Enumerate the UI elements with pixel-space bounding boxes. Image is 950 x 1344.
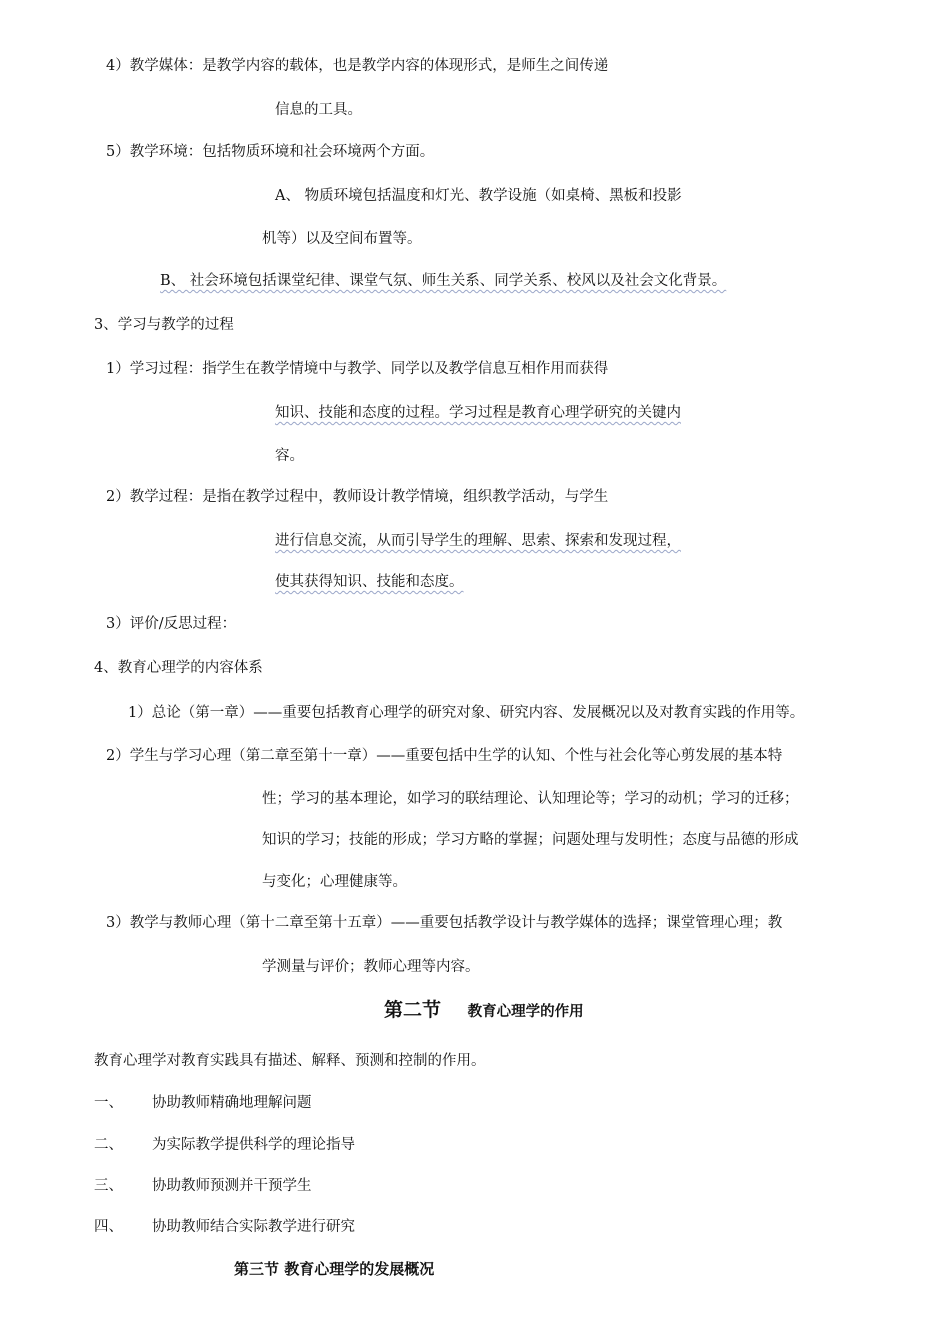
item-number: 四、 [94,1219,123,1235]
section-2-item-4 [94,1217,355,1237]
environment-line-1: 5）教学环境：包括物质环境和社会环境两个方面。 [106,144,435,160]
evaluation-process-line: 3）评价/反思过程： [106,616,237,632]
media-line-1: 4）教学媒体：是教学内容的载体，也是教学内容的体现形式，是师生之间传递 [106,58,609,74]
section-3-heading: 第三节 教育心理学的发展概况 [234,1260,435,1278]
item-text: 为实际教学提供科学的理论指导 [152,1137,355,1153]
section-2-item-2 [94,1135,355,1155]
process-heading: 3、学习与教学的过程 [94,317,234,333]
item-text: 协助教师精确地理解问题 [152,1095,312,1111]
section-2-item-3 [94,1176,312,1196]
content-item-1: 1）总论（第一章）——重要包括教育心理学的研究对象、研究内容、发展概况以及对教育实践的作用等。 [128,705,805,721]
learning-process-line-3: 容。 [275,448,304,464]
content-item-2-line-2: 性；学习的基本理论，如学习的联结理论、认知理论等；学习的动机；学习的迁移； [262,791,799,807]
item-text: 协助教师预测并干预学生 [152,1178,312,1194]
environment-b-line-1: B、 社会环境包括课堂纪律、课堂气氛、师生关系、同学关系、校风以及社会文化背景。 [160,273,727,289]
section-2-heading [384,1000,584,1022]
content-item-2-line-1: 2）学生与学习心理（第二章至第十一章）——重要包括中生学的认知、个性与社会化等心剪发展的基本特 [106,748,783,764]
teaching-process-line-3: 使其获得知识、技能和态度。 [275,574,464,590]
teaching-process-line-1: 2）教学过程：是指在教学过程中，教师设计教学情境，组织教学活动，与学生 [106,489,609,505]
section-2-item-1 [94,1093,312,1113]
content-system-heading: 4、教育心理学的内容体系 [94,660,263,676]
learning-process-line-1: 1）学习过程：指学生在教学情境中与教学、同学以及教学信息互相作用而获得 [106,361,609,377]
content-item-2-line-4: 与变化；心理健康等。 [262,874,407,890]
section-2-intro: 教育心理学对教育实践具有描述、解释、预测和控制的作用。 [94,1053,486,1069]
learning-process-line-2: 知识、技能和态度的过程。学习过程是教育心理学研究的关键内 [275,405,681,421]
item-number: 二、 [94,1137,123,1153]
media-line-2: 信息的工具。 [275,102,362,118]
item-number: 一、 [94,1095,123,1111]
teaching-process-line-2: 进行信息交流，从而引导学生的理解、思索、探索和发现过程， [275,533,681,549]
content-item-3-line-1: 3）教学与教师心理（第十二章至第十五章）——重要包括教学设计与教学媒体的选择；课堂管理心理；教 [106,915,783,931]
content-item-2-line-3: 知识的学习；技能的形成；学习方略的掌握；问题处理与发明性；态度与品德的形成 [262,832,799,848]
section-2-title: 教育心理学的作用 [467,1004,584,1020]
environment-a-line-1: A、 物质环境包括温度和灯光、教学设施（如桌椅、黑板和投影 [275,188,682,204]
content-item-3-line-2: 学测量与评价；教师心理等内容。 [262,959,480,975]
item-text: 协助教师结合实际教学进行研究 [152,1219,355,1235]
section-2-label: 第二节 [384,999,442,1021]
environment-a-line-2: 机等）以及空间布置等。 [262,231,422,247]
item-number: 三、 [94,1178,123,1194]
